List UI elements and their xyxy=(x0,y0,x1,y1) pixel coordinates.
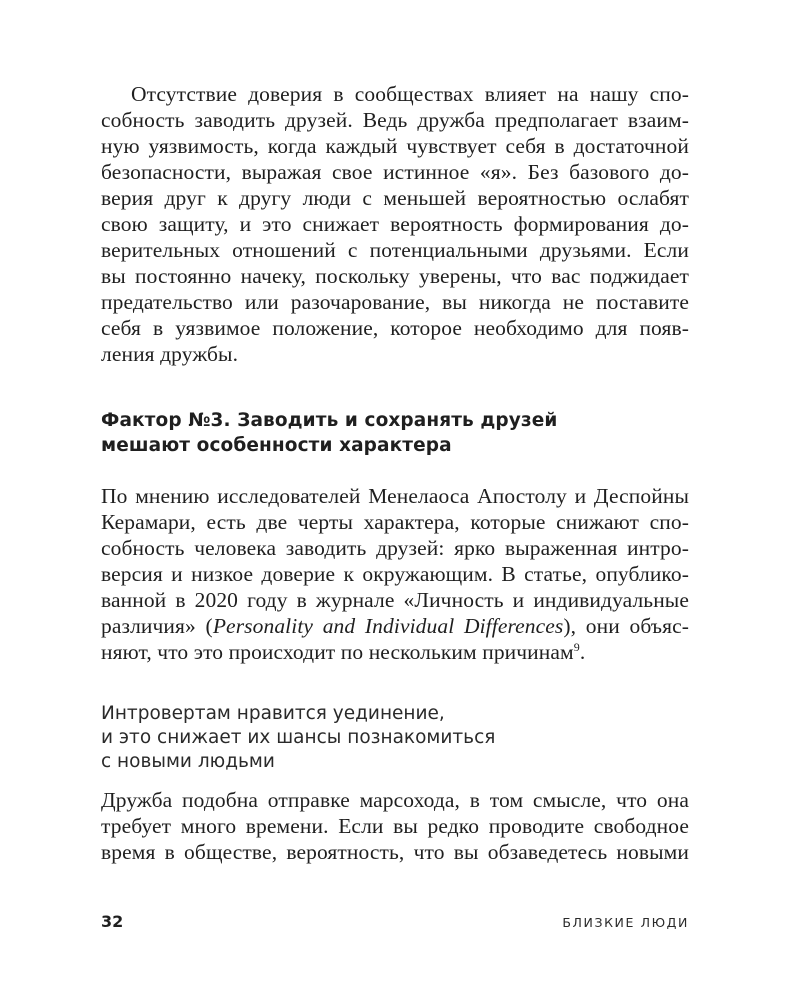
paragraph-line: себя в уязвимое положение, которое необходимо для появ- xyxy=(101,316,689,340)
subheading-line: и это снижает их шансы познакомиться xyxy=(101,727,496,748)
paragraph-line: верия друг к другу люди с меньшей вероятностью ослабят xyxy=(101,186,689,210)
subheading-line: Интровертам нравится уединение, xyxy=(101,703,445,724)
paragraph-line: По мнению исследователей Менелаоса Апостолу и Деспойны xyxy=(101,484,689,508)
paragraph-line: Керамари, есть две черты характера, которые снижают спо- xyxy=(101,510,689,534)
paragraph-line xyxy=(101,614,689,639)
page-number: 32 xyxy=(101,912,124,931)
paragraph-line: ную уязвимость, когда каждый чувствует себя в достаточной xyxy=(101,134,689,158)
heading-line: Фактор №3. Заводить и сохранять друзей xyxy=(101,410,558,431)
heading-line: мешают особенности характера xyxy=(101,435,452,456)
paragraph-line: предательство или разочарование, вы никогда не поставите xyxy=(101,290,689,314)
paragraph-line: вы постоянно начеку, поскольку уверены, что вас поджидает xyxy=(101,264,689,288)
paragraph-line: ления дружбы. xyxy=(101,342,239,366)
footnote-marker[interactable]: 9 xyxy=(573,639,580,654)
line-text: няют, что это происходит по нескольким причинам xyxy=(101,640,574,664)
paragraph-line: Дружба подобна отправке марсохода, в том смысле, что она xyxy=(101,788,689,812)
paragraph-line xyxy=(101,640,689,665)
paragraph-line: версия и низкое доверие к окружающим. В статье, опублико- xyxy=(101,562,689,586)
line-text: различия» ( xyxy=(101,614,213,638)
subheading-line: с новыми людьми xyxy=(101,751,275,772)
line-text: ), они объяс- xyxy=(563,614,689,638)
paragraph-line: время в обществе, вероятность, что вы обзаведетесь новыми xyxy=(101,840,689,864)
paragraph-line: собность заводить друзей. Ведь дружба предполагает взаим- xyxy=(101,108,689,132)
paragraph-line: требует много времени. Если вы редко проводите свободное xyxy=(101,814,689,838)
journal-title: Personality and Individual Differences xyxy=(212,614,564,638)
paragraph-line: ванной в 2020 году в журнале «Личность и индивидуальные xyxy=(101,588,689,612)
paragraph-line: верительных отношений с потенциальными друзьями. Если xyxy=(101,238,689,262)
running-head: БЛИЗКИЕ ЛЮДИ xyxy=(562,915,689,930)
paragraph-line: собность человека заводить друзей: ярко выраженная интро- xyxy=(101,536,689,560)
paragraph-line: Отсутствие доверия в сообществах влияет на нашу спо- xyxy=(131,82,689,106)
paragraph-line: безопасности, выражая свое истинное «я». Без базового до- xyxy=(101,160,689,184)
line-text: . xyxy=(579,640,586,664)
paragraph-line: свою защиту, и это снижает вероятность формирования до- xyxy=(101,212,689,236)
